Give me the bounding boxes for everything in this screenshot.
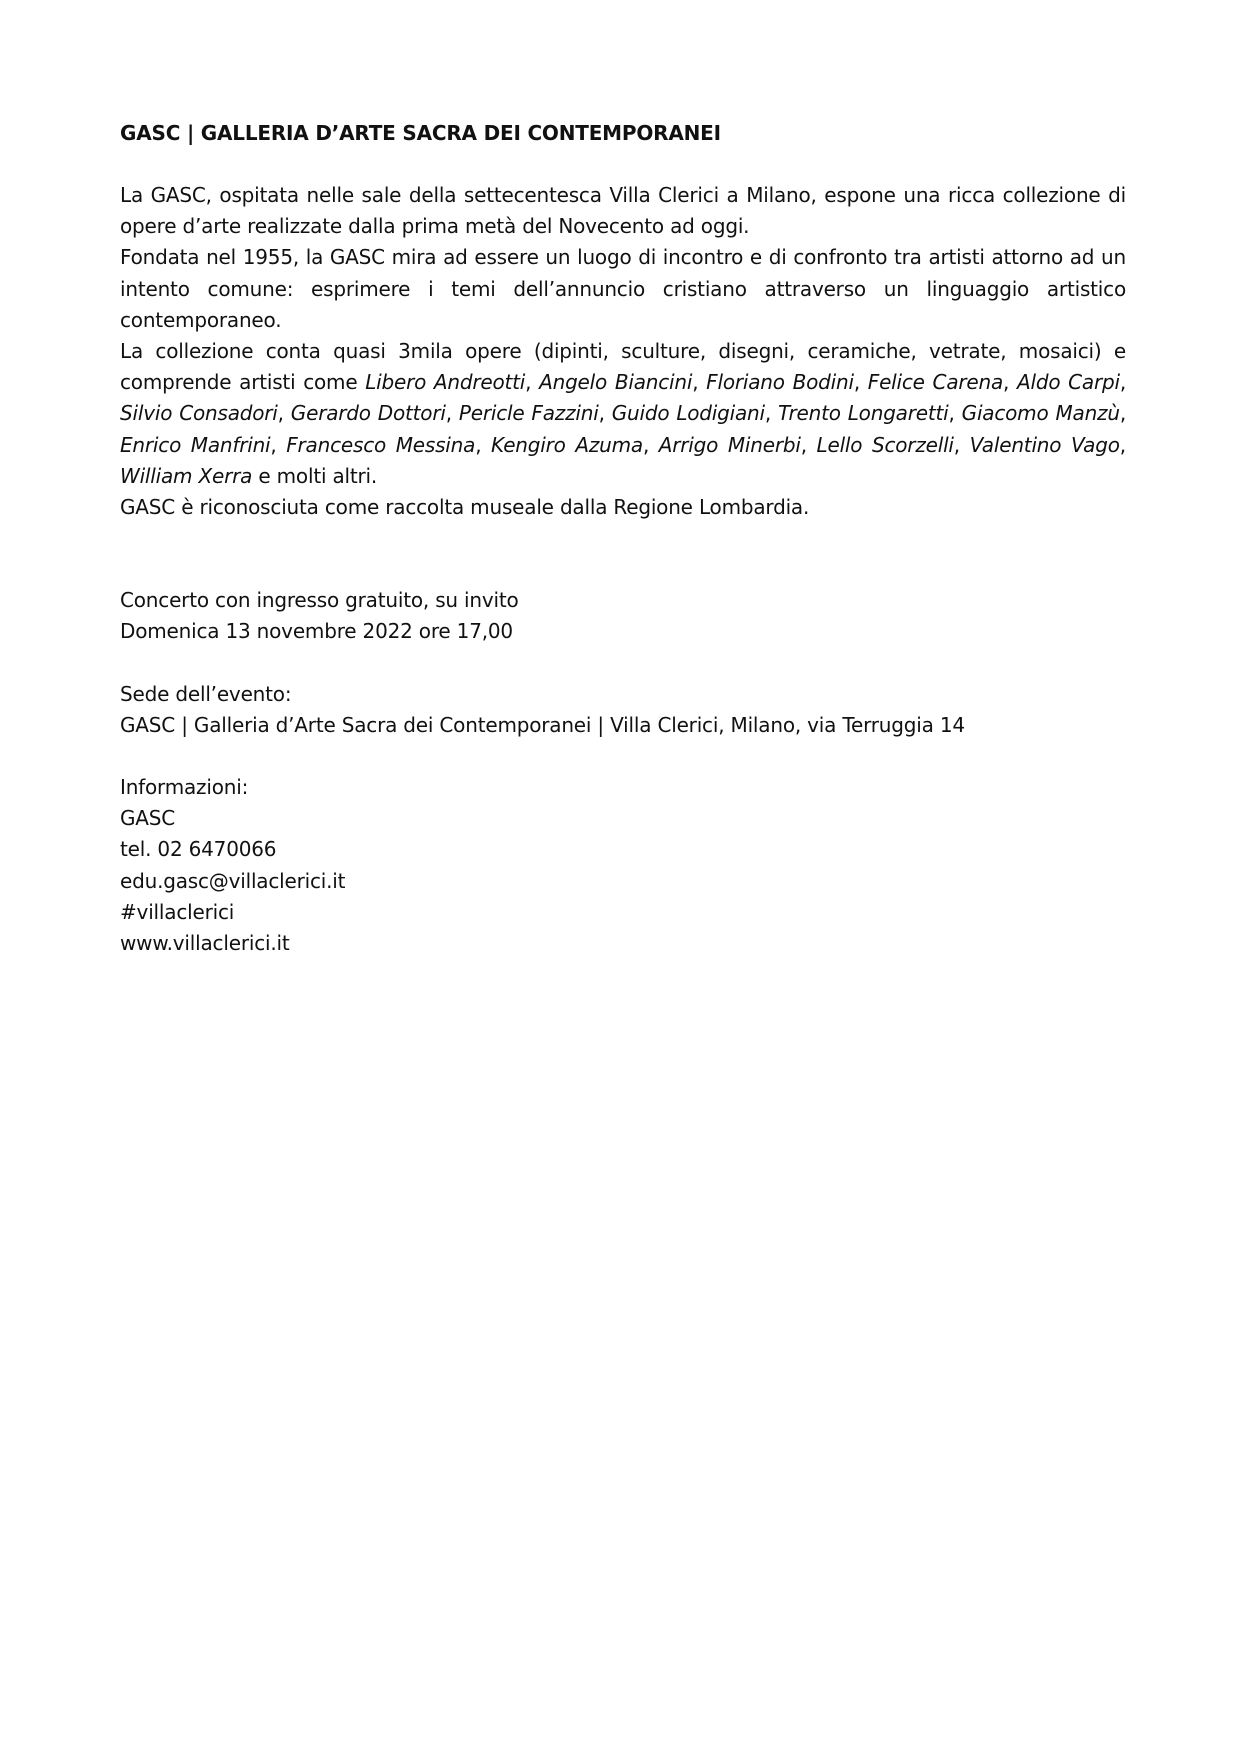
event-section bbox=[120, 585, 1126, 647]
artist-name: Giacomo Manzù bbox=[961, 401, 1120, 426]
artist-name: Silvio Consadori bbox=[120, 401, 278, 426]
intro-paragraph-1: La GASC, ospitata nelle sale della settecentesca Villa Clerici a Milano, espone una ricca collezione di opere d’arte realizzate dalla prima metà del Novecento ad oggi. bbox=[120, 183, 1126, 239]
info-organization: GASC bbox=[120, 806, 176, 831]
artist-name: Angelo Biancini bbox=[539, 370, 693, 395]
info-email-link[interactable]: edu.gasc@villaclerici.it bbox=[120, 868, 346, 893]
artist-name: Francesco Messina bbox=[286, 432, 476, 457]
venue-section bbox=[120, 679, 1126, 741]
document-page bbox=[120, 118, 1126, 959]
artist-name: Enrico Manfrini bbox=[120, 432, 271, 457]
artist-name: Trento Longaretti bbox=[778, 401, 949, 426]
artist-list: Libero Andreotti, Angelo Biancini, Floriano Bodini, Felice Carena, Aldo Carpi, Silvio Consadori, Gerardo Dottori, Pericle Fazzini, Guido Lodigiani, Trento Longaretti, Giacomo Manzù, Enrico Manfrini, Francesco Messina, Kengiro Azuma, Arrigo Minerbi, Lello Scorzelli, Valentino Vago, William Xerra bbox=[120, 370, 1126, 488]
info-hashtag: #villaclerici bbox=[120, 899, 235, 924]
event-datetime: Domenica 13 novembre 2022 ore 17,00 bbox=[120, 619, 513, 644]
artist-name: Guido Lodigiani bbox=[611, 401, 765, 426]
collection-lead: La collezione conta quasi 3mila opere (dipinti, sculture, disegni, ceramiche, vetrate, mosaici) e comprende artisti come bbox=[120, 339, 1126, 395]
artist-name: Pericle Fazzini bbox=[458, 401, 599, 426]
artist-name: William Xerra bbox=[120, 463, 253, 488]
artist-name: Arrigo Minerbi bbox=[658, 432, 801, 457]
intro-paragraph-2: Fondata nel 1955, la GASC mira ad essere un luogo di incontro e di confronto tra artisti attorno ad un intento comune: esprimere i temi dell’annuncio cristiano attraverso un linguaggio artistico contemporaneo. bbox=[120, 245, 1126, 332]
intro-paragraph-3 bbox=[120, 336, 1126, 492]
intro-section bbox=[120, 180, 1126, 523]
venue-label: Sede dell’evento: bbox=[120, 681, 292, 706]
collection-tail: e molti altri. bbox=[252, 463, 378, 488]
artist-name: Floriano Bodini bbox=[706, 370, 854, 395]
artist-name: Aldo Carpi bbox=[1016, 370, 1120, 395]
artist-name: Felice Carena bbox=[867, 370, 1004, 395]
event-admission: Concerto con ingresso gratuito, su invito bbox=[120, 588, 519, 613]
info-website-link[interactable]: www.villaclerici.it bbox=[120, 931, 290, 956]
artist-name: Gerardo Dottori bbox=[290, 401, 446, 426]
artist-name: Kengiro Azuma bbox=[491, 432, 643, 457]
artist-name: Valentino Vago bbox=[969, 432, 1120, 457]
artist-name: Lello Scorzelli bbox=[816, 432, 954, 457]
info-label: Informazioni: bbox=[120, 775, 249, 800]
venue-address: GASC | Galleria d’Arte Sacra dei Contemporanei | Villa Clerici, Milano, via Terruggia 14 bbox=[120, 712, 965, 737]
info-section bbox=[120, 772, 1126, 959]
info-phone: tel. 02 6470066 bbox=[120, 837, 277, 862]
artist-name: Libero Andreotti bbox=[365, 370, 526, 395]
document-title: GASC | GALLERIA D’ARTE SACRA DEI CONTEMPORANEI bbox=[120, 121, 721, 145]
intro-paragraph-4: GASC è riconosciuta come raccolta museale dalla Regione Lombardia. bbox=[120, 495, 810, 520]
